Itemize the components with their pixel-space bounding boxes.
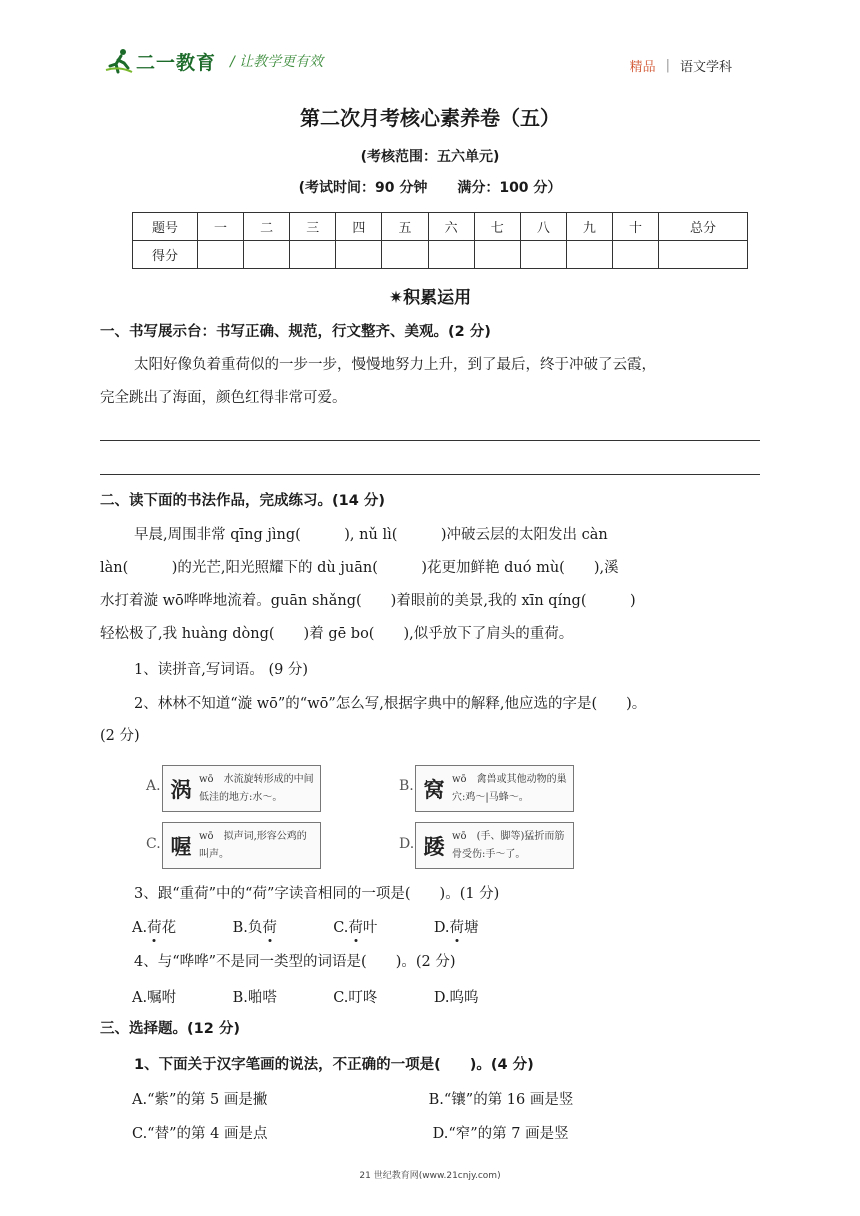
option-c[interactable]: C.“替”的第 4 画是点	[132, 1126, 268, 1142]
option-prefix: A.	[132, 920, 148, 936]
option-b[interactable]: B.“镶”的第 16 画是竖	[428, 1092, 574, 1108]
score-cell[interactable]	[198, 241, 244, 269]
option-suffix: 花	[161, 920, 177, 936]
score-table	[132, 212, 748, 269]
table-cell: 三	[290, 213, 336, 241]
q1-text-line2: 完全跳出了海面，颜色红得非常可爱。	[100, 390, 347, 406]
table-cell: 八	[520, 213, 566, 241]
score-cell[interactable]	[566, 241, 612, 269]
table-cell: 得分	[133, 241, 198, 269]
exam-info	[0, 177, 860, 197]
dotted-char: 荷	[450, 916, 465, 937]
dict-option-letter: D.	[399, 836, 415, 852]
option-suffix: 叶	[362, 920, 378, 936]
score-cell[interactable]	[659, 241, 748, 269]
score-cell[interactable]	[336, 241, 382, 269]
q3-options-row1	[132, 1088, 573, 1109]
dict-char: 涡	[170, 777, 192, 802]
score-cell[interactable]	[290, 241, 336, 269]
dict-char: 窝	[423, 777, 445, 802]
option-c[interactable]	[333, 916, 429, 937]
page-title: 第二次月考核心素养卷（五）	[300, 106, 560, 130]
q2-para-line: làn( )的光芒,阳光照耀下的 dù juān( )花更加鲜艳 duó mù( ),溪	[100, 560, 619, 576]
table-cell: 九	[566, 213, 612, 241]
dict-def: 叫声。	[199, 848, 229, 860]
dotted-char: 荷	[262, 916, 277, 937]
option-d[interactable]: D.“窄”的第 7 画是竖	[432, 1126, 569, 1142]
option-c[interactable]: C.叮咚	[333, 990, 378, 1006]
option-prefix: D.	[433, 920, 450, 936]
page-footer: 21 世纪教育网(www.21cnjy.com)	[359, 1171, 501, 1181]
q3-heading: 三、选择题。(12 分)	[100, 1021, 240, 1037]
option-a[interactable]: A.嘱咐	[132, 990, 177, 1006]
score-cell[interactable]	[244, 241, 290, 269]
brand-logo	[104, 46, 323, 76]
table-cell: 题号	[133, 213, 198, 241]
dict-def: wō 拟声词,形容公鸡的	[199, 830, 307, 842]
score-cell[interactable]	[382, 241, 428, 269]
dict-option-letter: A.	[146, 778, 161, 794]
table-row	[133, 241, 748, 269]
option-d[interactable]	[434, 916, 479, 937]
dict-entry-c	[162, 822, 321, 869]
q2-sub3: 3、跟“重荷”中的“荷”字读音相同的一项是( )。(1 分)	[134, 886, 500, 902]
slogan: / 让教学更有效	[230, 54, 324, 70]
dict-def: wō 水流旋转形成的中间	[199, 773, 314, 785]
q3-options-row2	[132, 1122, 569, 1143]
table-cell: 七	[474, 213, 520, 241]
option-suffix: 塘	[464, 920, 479, 936]
dict-char: 喔	[170, 834, 192, 859]
q2-para-line: 轻松极了,我 huàng dòng( )着 gē bo( ),似乎放下了肩头的重荷。	[100, 626, 574, 642]
option-a[interactable]: A.“紫”的第 5 画是撇	[132, 1092, 268, 1108]
option-b[interactable]	[233, 916, 329, 937]
writing-line[interactable]	[100, 474, 760, 475]
table-cell: 一	[198, 213, 244, 241]
q2-sub4-options	[132, 986, 479, 1007]
q2-sub2-line2: (2 分)	[100, 728, 140, 744]
option-d[interactable]: D.呜呜	[433, 990, 479, 1006]
option-a[interactable]	[132, 916, 228, 937]
dict-entry-b	[415, 765, 574, 812]
dict-entry-a	[162, 765, 321, 812]
table-cell: 五	[382, 213, 428, 241]
table-cell: 总分	[659, 213, 748, 241]
table-row	[133, 213, 748, 241]
score-cell[interactable]	[520, 241, 566, 269]
runner-logo-icon	[104, 46, 134, 76]
writing-line[interactable]	[100, 440, 760, 441]
table-cell: 六	[428, 213, 474, 241]
dict-def: 穴:鸡～|马蜂～。	[452, 791, 529, 803]
dict-char: 踒	[423, 834, 445, 859]
q1-text-line1: 太阳好像负着重荷似的一步一步，慢慢地努力上升，到了最后，终于冲破了云霞，	[134, 357, 656, 373]
section-heading: ✷积累运用	[388, 288, 472, 308]
header-tags	[630, 56, 732, 75]
table-cell: 四	[336, 213, 382, 241]
exam-scope: (考核范围：五六单元)	[360, 149, 500, 165]
q2-sub1: 1、读拼音,写词语。 (9 分)	[134, 662, 309, 678]
option-b[interactable]: B.啪嗒	[232, 990, 277, 1006]
dict-def: wō (手、脚等)猛折而筋	[452, 830, 565, 842]
dict-option-letter: C.	[146, 836, 161, 852]
q1-heading: 一、书写展示台：书写正确、规范，行文整齐、美观。(2 分)	[100, 324, 491, 340]
dict-def: 骨受伤:手～了。	[452, 848, 526, 860]
q2-heading: 二、读下面的书法作品，完成练习。(14 分)	[100, 493, 385, 509]
table-cell: 二	[244, 213, 290, 241]
dotted-char: 荷	[348, 916, 363, 937]
q2-para-line: 水打着漩 wō哗哗地流着。guān shǎng( )着眼前的美景,我的 xīn qíng( )	[100, 593, 636, 609]
dotted-char: 荷	[147, 916, 162, 937]
q2-sub4: 4、与“哗哗”不是同一类型的词语是( )。(2 分)	[134, 954, 456, 970]
separator: |	[665, 58, 670, 73]
q3-sub1: 1、下面关于汉字笔画的说法，不正确的一项是( )。(4 分)	[134, 1057, 534, 1073]
exam-time: (考试时间：90 分钟	[298, 180, 428, 196]
dict-def: wō 禽兽或其他动物的巢	[452, 773, 567, 785]
score-cell[interactable]	[612, 241, 658, 269]
score-cell[interactable]	[428, 241, 474, 269]
dict-entry-d	[415, 822, 574, 869]
q2-sub2-line1: 2、林林不知道“漩 wō”的“wō”怎么写,根据字典中的解释,他应选的字是( )。	[134, 696, 647, 712]
logo-text: 二一教育	[136, 51, 217, 74]
option-prefix: C.	[333, 920, 349, 936]
q2-sub3-options	[132, 916, 479, 937]
dict-option-letter: B.	[399, 778, 414, 794]
q2-para-line: 早晨,周围非常 qīng jìng( ), nǔ lì( )冲破云层的太阳发出 càn	[134, 527, 608, 543]
full-score: 满分：100 分）	[457, 180, 562, 196]
option-prefix: B.负	[232, 920, 263, 936]
quality-tag: 精品	[629, 60, 656, 75]
score-cell[interactable]	[474, 241, 520, 269]
subject-tag: 语文学科	[679, 60, 732, 75]
table-cell: 十	[612, 213, 658, 241]
dict-def: 低洼的地方:水～。	[199, 791, 283, 803]
